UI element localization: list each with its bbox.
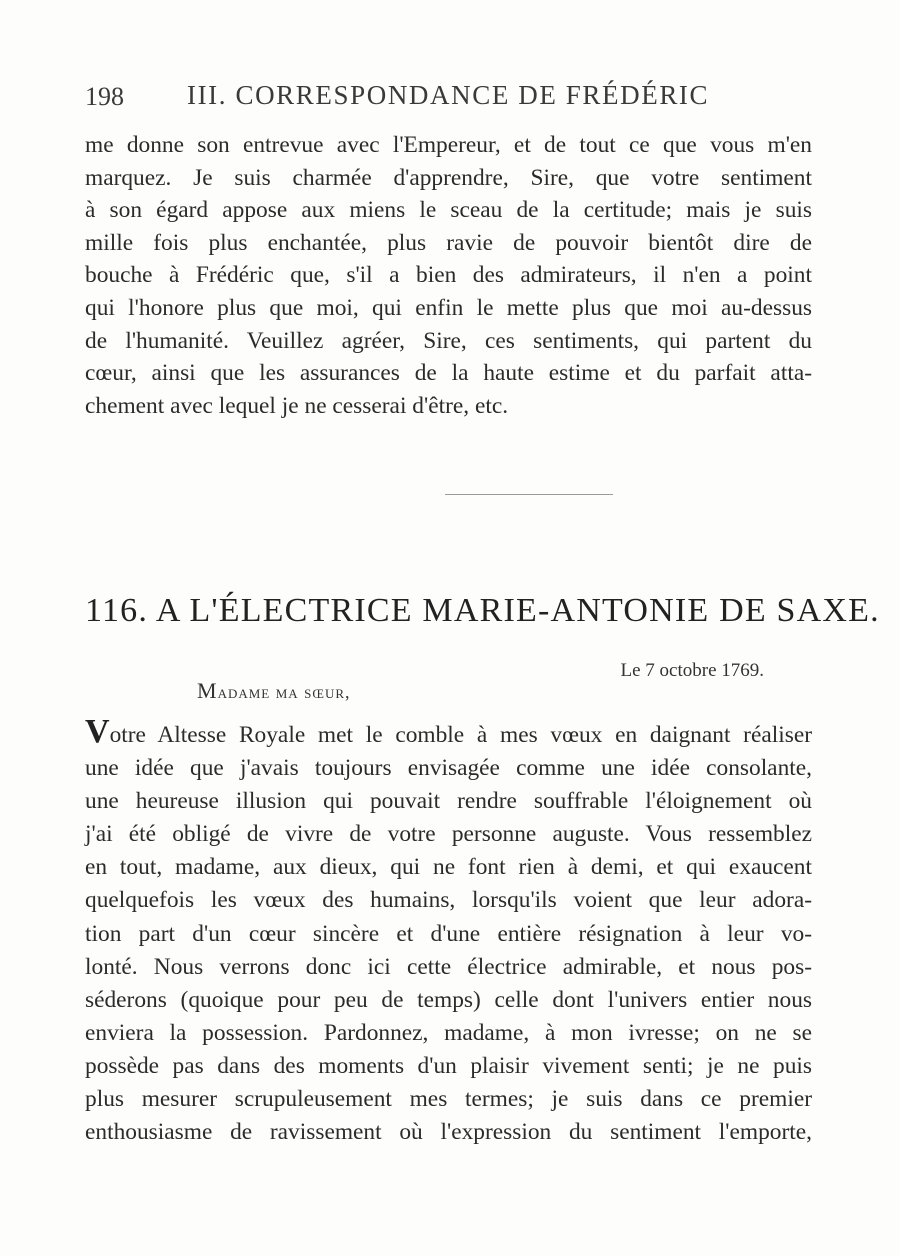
text-line: en tout, madame, aux dieux, qui ne font rien à demi, et qui exaucent	[85, 854, 812, 881]
letter-heading: 116. A L'ÉLECTRICE MARIE-ANTONIE DE SAXE.	[85, 592, 880, 629]
text-line: me donne son entrevue avec l'Empereur, et de tout ce que vous m'en	[85, 132, 812, 158]
text-line: enthousiasme de ravissement où l'expression du sentiment l'emporte,	[85, 1119, 812, 1146]
text-line: j'ai été obligé de vivre de votre personne auguste. Vous ressemblez	[85, 821, 812, 848]
letter-date: Le 7 octobre 1769.	[620, 660, 764, 681]
letter-body-paragraph	[85, 713, 812, 1149]
salutation-text: adame ma sœur,	[217, 682, 351, 702]
running-head	[85, 80, 812, 116]
text-line: marquez. Je suis charmée d'apprendre, Sire, que votre sentiment	[85, 164, 812, 191]
text-line: qui l'honore plus que moi, qui enfin le mette plus que moi au-dessus	[85, 294, 812, 321]
text-line-first	[85, 713, 812, 752]
text-line: possède pas dans des moments d'un plaisir vivement senti; je ne puis	[85, 1052, 812, 1079]
text-line: à son égard appose aux miens le sceau de la certitude; mais je suis	[85, 197, 812, 224]
text-line: plus mesurer scrupuleusement mes termes; je suis dans ce premier	[85, 1086, 812, 1113]
continued-letter-paragraph	[85, 129, 812, 422]
page-number: 198	[85, 82, 124, 111]
text-line: bouche à Frédéric que, s'il a bien des admirateurs, il n'en a point	[85, 262, 812, 289]
salutation	[197, 678, 351, 704]
text-line: une heureuse illusion qui pouvait rendre souffrable l'éloignement où	[85, 788, 812, 815]
text-line: enviera la possession. Pardonnez, madame, à mon ivresse; on ne se	[85, 1019, 812, 1046]
section-separator-rule	[445, 494, 613, 495]
drop-capital: V	[85, 713, 110, 750]
text-line: une idée que j'avais toujours envisagée comme une idée consolante,	[85, 755, 812, 782]
salutation-initial: M	[197, 678, 218, 703]
text-line: de l'humanité. Veuillez agréer, Sire, ces sentiments, qui partent du	[85, 327, 812, 354]
first-line-text: otre Altesse Royale met le comble à mes vœux en daignant réaliser	[109, 722, 812, 748]
text-line: mille fois plus enchantée, plus ravie de pouvoir bientôt dire de	[85, 229, 812, 256]
text-line: séderons (quoique pour peu de temps) celle dont l'univers entier nous	[85, 986, 812, 1013]
text-line: quelquefois les vœux des humains, lorsqu'ils voient que leur adora-	[85, 887, 812, 914]
text-line: cœur, ainsi que les assurances de la haute estime et du parfait atta-	[85, 360, 812, 387]
text-line: tion part d'un cœur sincère et d'une entière résignation à leur vo-	[85, 920, 812, 947]
text-line: lonté. Nous verrons donc ici cette électrice admirable, et nous pos-	[85, 953, 812, 980]
text-line: chement avec lequel je ne cesserai d'être, etc.	[85, 392, 509, 419]
running-head-title: III. CORRESPONDANCE DE FRÉDÉRIC	[187, 80, 710, 110]
